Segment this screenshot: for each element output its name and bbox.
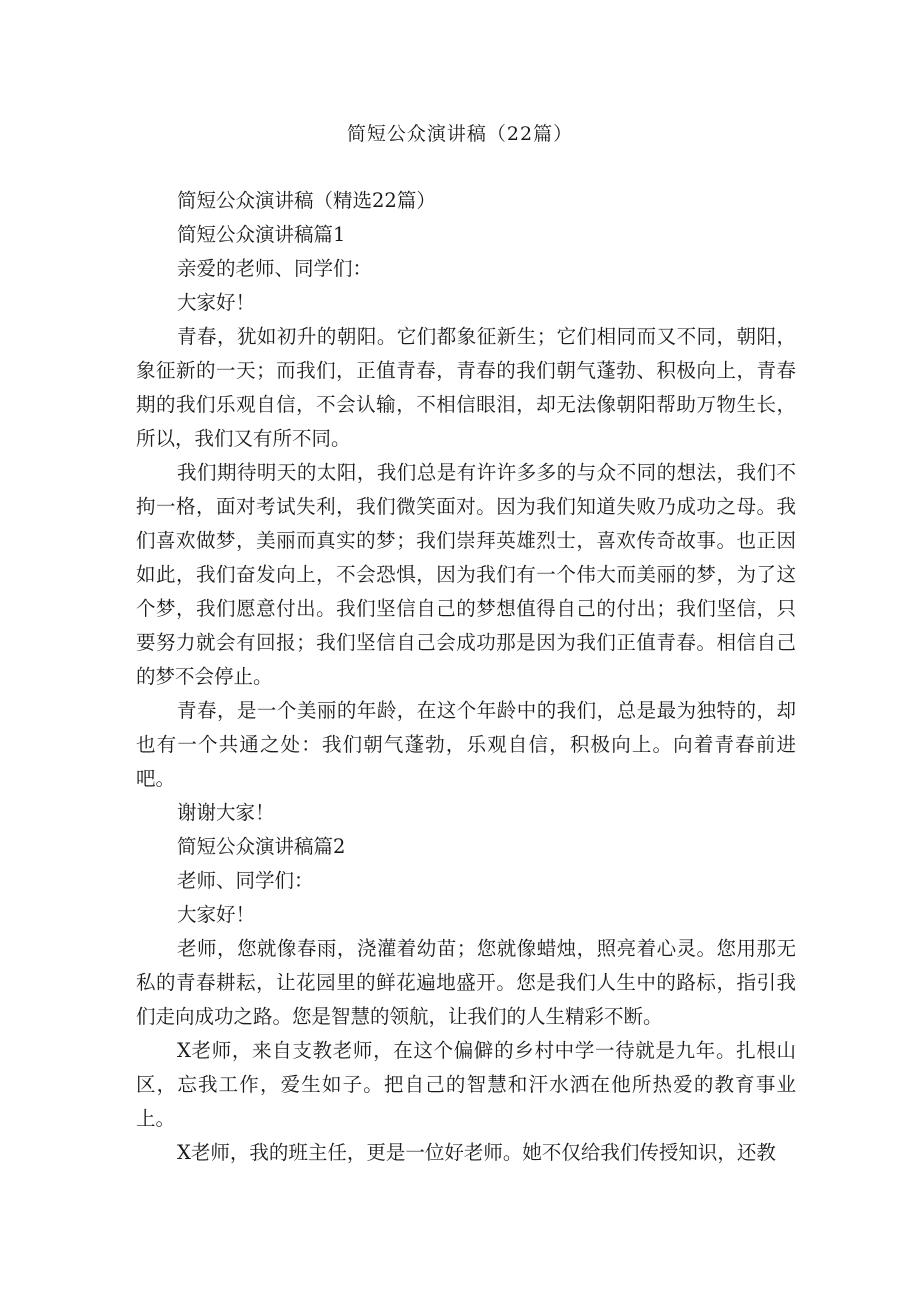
salutation: 亲爱的老师、同学们：: [177, 257, 373, 280]
greeting: 大家好！: [177, 903, 256, 926]
document-body: [136, 184, 796, 1170]
body-paragraph: X老师，来自支教老师，在这个偏僻的乡村中学一待就是九年。扎根山区，忘我工作，爱生如子。把自己的智慧和汗水洒在他所热爱的教育事业上。: [136, 1039, 796, 1130]
body-paragraph: 青春，犹如初升的朝阳。它们都象征新生；它们相同而又不同，朝阳，象征新的一天；而我们，正值青春，青春的我们朝气蓬勃、积极向上，青春期的我们乐观自信，不会认输，不相信眼泪，却无法像朝阳帮助万物生长，所以，我们又有所不同。: [136, 325, 796, 450]
subtitle: 简短公众演讲稿（精选22篇）: [177, 189, 436, 212]
body-paragraph: 老师，您就像春雨，浇灌着幼苗；您就像蜡烛，照亮着心灵。您用那无私的青春耕耘，让花园里的鲜花遍地盛开。您是我们人生中的路标，指引我们走向成功之路。您是智慧的领航，让我们的人生精彩不断。: [136, 937, 796, 1028]
closing: 谢谢大家！: [177, 801, 275, 824]
section-heading-2: 简短公众演讲稿篇2: [177, 835, 346, 858]
salutation: 老师、同学们：: [177, 869, 314, 892]
body-paragraph: 我们期待明天的太阳，我们总是有许许多多的与众不同的想法，我们不拘一格，面对考试失利，我们微笑面对。因为我们知道失败乃成功之母。我们喜欢做梦，美丽而真实的梦；我们崇拜英雄烈士，喜欢传奇故事。也正因如此，我们奋发向上，不会恐惧，因为我们有一个伟大而美丽的梦，为了这个梦，我们愿意付出。我们坚信自己的梦想值得自己的付出；我们坚信，只要努力就会有回报；我们坚信自己会成功那是因为我们正值青春。相信自己的梦不会停止。: [136, 461, 796, 688]
document-title: 简短公众演讲稿（22篇）: [346, 123, 574, 145]
greeting: 大家好！: [177, 291, 256, 314]
body-paragraph: 青春，是一个美丽的年龄，在这个年龄中的我们，总是最为独特的，却也有一个共通之处：我们朝气蓬勃，乐观自信，积极向上。向着青春前进吧。: [136, 699, 796, 790]
section-heading-1: 简短公众演讲稿篇1: [177, 223, 346, 246]
body-paragraph: X老师，我的班主任，更是一位好老师。她不仅给我们传授知识，还教: [177, 1141, 776, 1164]
